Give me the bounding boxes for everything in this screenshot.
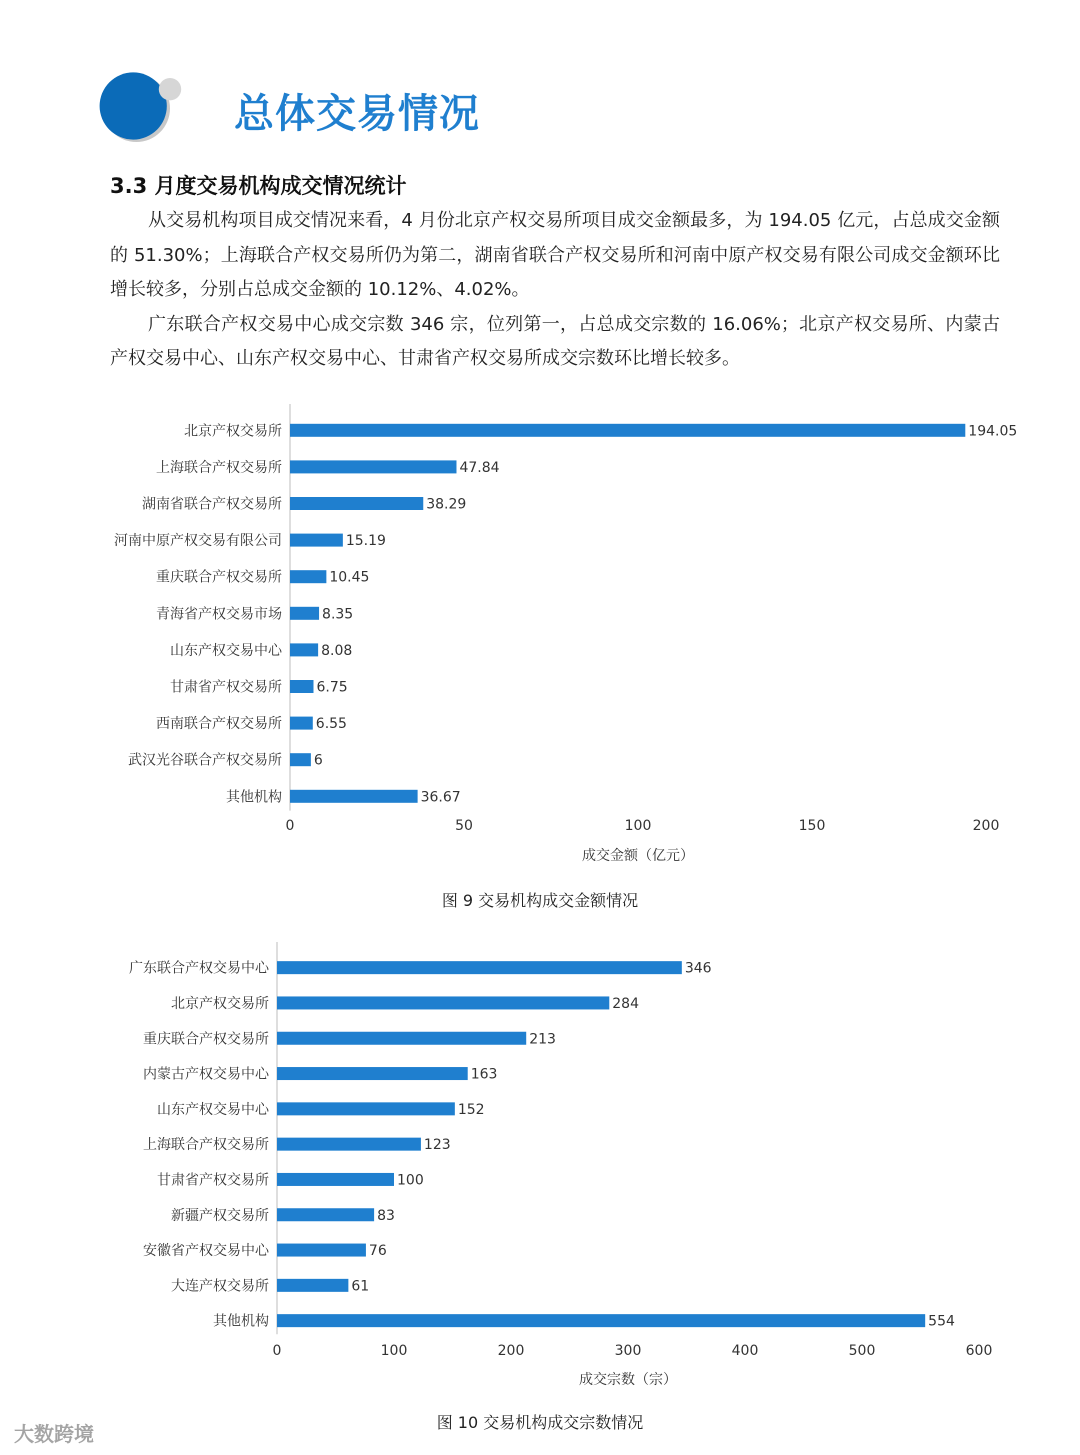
bar [277,1102,455,1115]
x-tick-label: 500 [848,1343,876,1359]
category-label: 内蒙古产权交易中心 [143,1066,269,1083]
bar [277,1279,348,1292]
category-label: 山东产权交易中心 [170,642,282,659]
body-text [110,204,1000,377]
bar-value-label: 76 [368,1243,387,1260]
category-label: 新疆产权交易所 [171,1207,269,1224]
bar-value-label: 38.29 [426,496,467,513]
bar [290,680,313,693]
x-tick-label: 200 [972,818,1000,834]
paragraph-amount: 从交易机构项目成交情况来看，4 月份北京产权交易所项目成交金额最多，为 194.05 亿元，占总成交金额的 51.30%；上海联合产权交易所仍为第二，湖南省联合产权交易所和河南中原产权交易有限公司成交金额环比增长较多，分别占总成交金额的 10.12%、4.02%。 [110,210,1000,300]
bar-value-label: 61 [351,1278,370,1295]
category-label: 其他机构 [226,789,282,806]
bar-value-label: 194.05 [968,423,1018,440]
bar [277,1138,421,1151]
x-tick-label: 300 [614,1343,642,1359]
bar-value-label: 100 [397,1172,424,1189]
category-label: 武汉光谷联合产权交易所 [128,752,282,769]
bar [290,497,423,510]
x-axis-title: 成交宗数（宗） [579,1372,677,1388]
bar [290,570,326,583]
bar-value-label: 36.67 [420,789,461,806]
bar-value-label: 163 [470,1066,498,1083]
category-label: 北京产权交易所 [184,423,282,440]
bar [277,996,609,1009]
x-tick-label: 0 [272,1343,282,1359]
page-header [98,66,518,156]
bar-value-label: 6.55 [315,716,347,733]
category-label: 湖南省联合产权交易所 [142,496,282,513]
bar-value-label: 6.75 [316,679,348,696]
bar-value-label: 47.84 [459,459,500,476]
paragraph-count: 广东联合产权交易中心成交宗数 346 宗，位列第一，占总成交宗数的 16.06%；北京产权交易所、内蒙古产权交易中心、山东产权交易中心、甘肃省产权交易所成交宗数环比增长较多。 [110,313,1000,369]
bar [290,534,343,547]
bar [277,1314,925,1327]
chart-transaction-amount [0,400,1080,920]
bar [277,1032,526,1045]
section-title: 3.3 月度交易机构成交情况统计 [110,174,407,198]
x-tick-label: 400 [731,1343,759,1359]
chart-transaction-count [0,940,1080,1440]
x-axis-title: 成交金额（亿元） [582,848,694,864]
bar-value-label: 6 [313,752,323,769]
bar [290,607,319,620]
bar [290,790,418,803]
bar-value-label: 346 [684,960,712,977]
x-tick-label: 600 [965,1343,993,1359]
chart-count-caption: 图 10 交易机构成交宗数情况 [436,1413,644,1432]
bar [277,1244,366,1257]
category-label: 北京产权交易所 [171,995,269,1012]
bar-value-label: 123 [423,1137,451,1154]
category-label: 山东产权交易中心 [157,1101,269,1118]
category-label: 广东联合产权交易中心 [129,960,269,977]
bar-value-label: 10.45 [329,569,370,586]
bar [277,1173,394,1186]
x-tick-label: 100 [380,1343,408,1359]
bar-value-label: 554 [928,1313,955,1330]
x-tick-label: 200 [497,1343,525,1359]
category-label: 重庆联合产权交易所 [143,1031,269,1048]
bar [277,1208,374,1221]
x-tick-label: 50 [455,818,473,834]
category-label: 上海联合产权交易所 [156,459,282,476]
bar [290,424,965,437]
chart-amount-svg [0,400,1080,880]
bar-value-label: 152 [457,1101,485,1118]
bar-value-label: 213 [529,1031,556,1048]
x-tick-label: 150 [798,818,826,834]
logo-circle-icon [98,66,186,154]
x-tick-label: 100 [624,818,652,834]
category-label: 重庆联合产权交易所 [156,569,282,586]
x-tick-label: 0 [285,818,295,834]
page-title: 总体交易情况 [234,91,480,137]
watermark: 大数跨境 [14,1422,94,1446]
bar [277,1067,468,1080]
bar-value-label: 8.08 [321,642,353,659]
category-label: 安徽省产权交易中心 [143,1243,269,1260]
category-label: 大连产权交易所 [171,1278,269,1295]
bar-value-label: 15.19 [345,533,386,550]
category-label: 青海省产权交易市场 [156,606,282,623]
category-label: 河南中原产权交易有限公司 [114,533,282,550]
bar [290,460,456,473]
category-label: 其他机构 [213,1313,269,1330]
chart-count-svg [0,940,1080,1400]
bar [290,717,313,730]
category-label: 上海联合产权交易所 [143,1137,269,1154]
bar-value-label: 284 [612,995,640,1012]
chart-amount-caption: 图 9 交易机构成交金额情况 [441,891,639,910]
bar-value-label: 8.35 [322,606,354,623]
bar [290,753,311,766]
bar [277,961,682,974]
bar [290,643,318,656]
category-label: 西南联合产权交易所 [156,716,282,733]
bar-value-label: 83 [377,1207,395,1224]
category-label: 甘肃省产权交易所 [157,1172,269,1189]
category-label: 甘肃省产权交易所 [170,679,282,696]
